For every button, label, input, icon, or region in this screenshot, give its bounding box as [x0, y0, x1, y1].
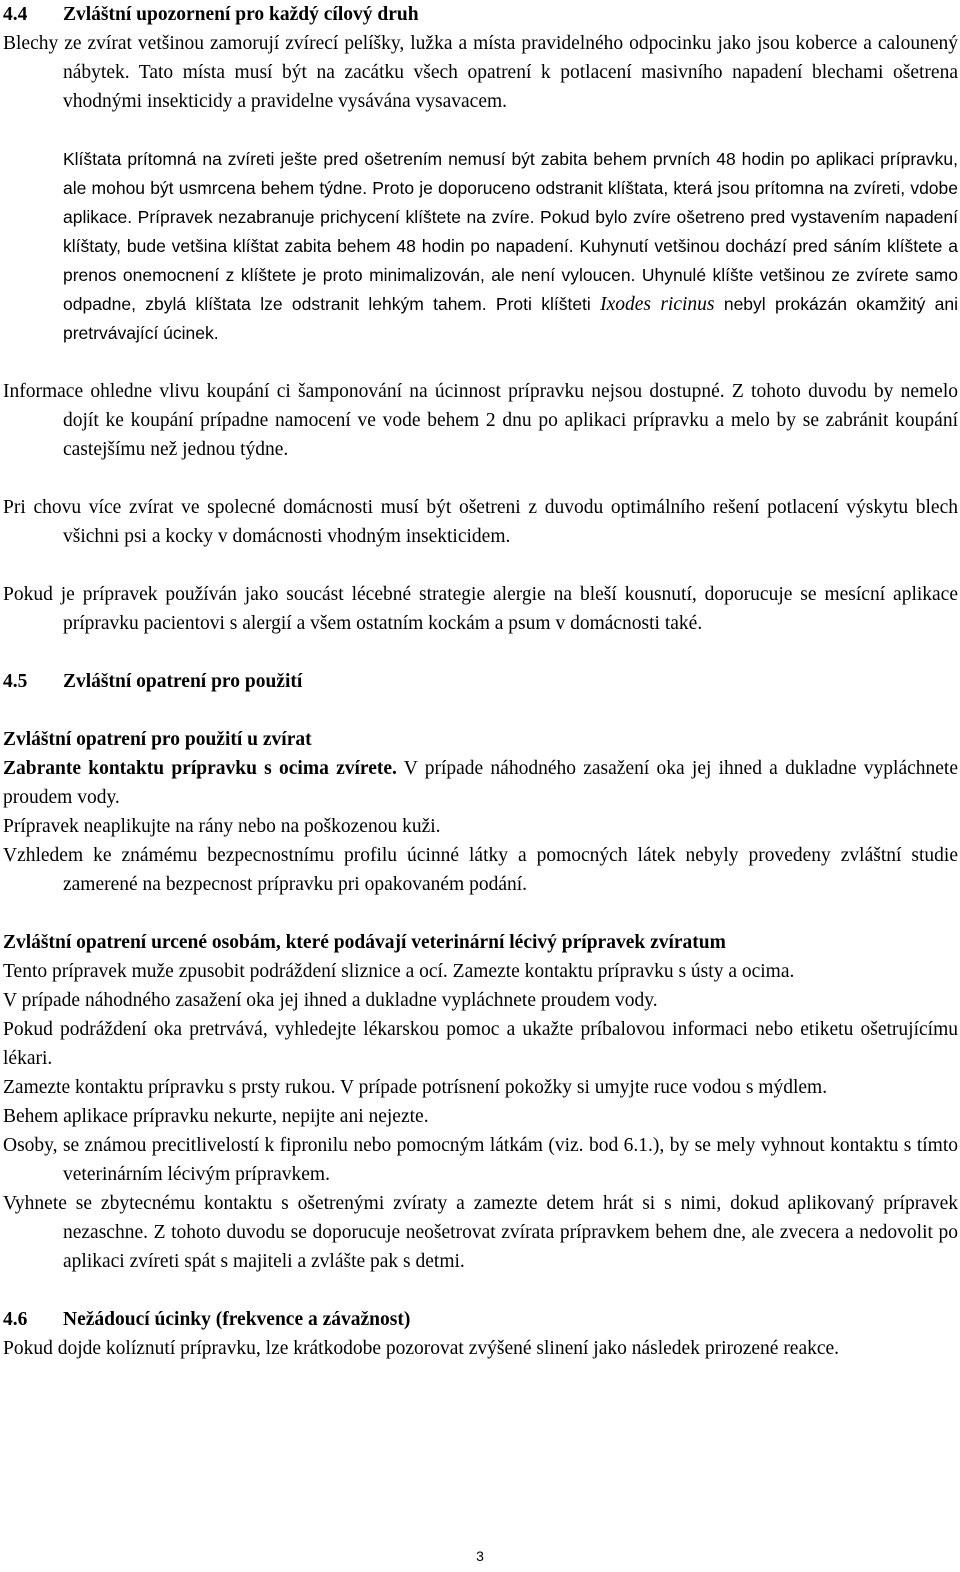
- section-number: 4.4: [3, 4, 28, 25]
- species-name: Ixodes ricinus: [600, 294, 715, 315]
- paragraph-ticks: [3, 145, 958, 348]
- section-number: 4.5: [3, 671, 28, 692]
- paragraph-fleas: Blechy ze zvírat vetšinou zamorují zvírecí pelíšky, lužka a místa pravidelného odpocinku jako jsou koberce a calounený nábytek. Tato místa musí být na zacátku všech opatrení k potlacení masivního napadení blechami ošetrena vhodnými insekticidy a pravidelne vysávána vysavacem.: [3, 33, 958, 112]
- paragraph-children: Vyhnete se zbytecnému kontaktu s ošetrenými zvíraty a zamezte detem hrát si s nimi, dokud aplikovaný prípravek nezaschne. Z tohoto duvodu se doporucuje neošetrovat zvírata prípravkem behem dne, ale zvecera a nedovolit po aplikaci zvíreti spát s majiteli a zvlášte pak s detmi.: [3, 1193, 958, 1272]
- paragraph-eye-rinse: V prípade náhodného zasažení oka jej ihned a dukladne vypláchnete proudem vody.: [3, 990, 658, 1011]
- paragraph-safety-profile: Vzhledem ke známému bezpecnostnímu profilu úcinné látky a pomocných látek nebyly provedeny zvláštní studie zamerené na bezpecnost prípravku pri opakovaném podání.: [3, 845, 958, 895]
- ticks-text: Klíštata prítomná na zvíreti ješte pred ošetrením nemusí být zabita behem prvních 48 hodin po aplikaci prípravku, ale mohou být usmrcena behem týdne. Proto je doporuceno odstranit klíštata, která jsou prítomna na zvíreti, vdobe aplikace. Prípravek nezabranuje prichycení klíštete na zvíre. Pokud bylo zvíre ošetreno pred vystavením napadení klíštaty, bude vetšina klíštat zabita behem 48 hodin po napadení. Kuhynutí vetšinou dochází pred sáním klíštete a prenos onemocnení z klíštete je proto minimalizován, ale není vyloucen. Uhynulé klíšte vetšinou ze zvírete samo odpadne, zbylá klíštata lze odstranit lehkým tahem. Proti klíšteti: [63, 149, 958, 314]
- paragraph-no-eating: Behem aplikace prípravku nekurte, nepijte ani nejezte.: [3, 1106, 429, 1127]
- paragraph-multi-animal: Pri chovu více zvírat ve spolecné domácnosti musí být ošetreni z duvodu optimálního rešení potlacení výskytu blech všichni psi a kocky v domácnosti vhodným insekticidem.: [3, 497, 958, 547]
- paragraph-allergy: Pokud je prípravek používán jako soucást lécebné strategie alergie na bleší kousnutí, doporucuje se mesícní aplikace prípravku pacientovi s alergií a všem ostatním kockám a psum v domácnosti také.: [3, 584, 958, 634]
- subheading-persons: Zvláštní opatrení urcené osobám, které podávají veterinární lécivý prípravek zvíratum: [3, 932, 726, 953]
- section-number: 4.6: [3, 1309, 28, 1330]
- section-title: Zvláštní upozornení pro každý cílový druh: [63, 4, 419, 25]
- section-heading-4-5: [3, 667, 958, 696]
- page-number: 3: [476, 1548, 484, 1564]
- section-heading-4-4: [3, 0, 958, 29]
- paragraph-irritation: Tento prípravek muže zpusobit podráždení sliznice a ocí. Zamezte kontaktu prípravku s ústy a ocima.: [3, 961, 795, 982]
- subheading-animals: Zvláštní opatrení pro použití u zvírat: [3, 729, 312, 750]
- ticks-text-end: nebyl prokázán okamžitý ani pretrvávající úcinek.: [63, 294, 958, 343]
- eye-contact-text: V prípade náhodného zasažení oka jej ihned a dukladne vypláchnete proudem vody.: [3, 758, 958, 808]
- document-page: [3, 0, 958, 1363]
- paragraph-bathing: Informace ohledne vlivu koupání ci šamponování na úcinnost prípravku nejsou dostupné. Z tohoto duvodu by nemelo dojít ke koupání prípadne namocení ve vode behem 2 dnu po aplikaci prípravku a melo by se zabránit koupání castejšímu než jednou týdne.: [3, 381, 958, 460]
- eye-contact-bold: Zabrante kontaktu prípravku s ocima zvírete.: [3, 758, 397, 779]
- paragraph-skin: Zamezte kontaktu prípravku s prsty rukou. V prípade potrísnení pokožky si umyjte ruce vodou s mýdlem.: [3, 1077, 828, 1098]
- section-heading-4-6: [3, 1305, 958, 1334]
- section-title: Nežádoucí úcinky (frekvence a závažnost): [63, 1309, 411, 1330]
- paragraph-hypersensitivity: Osoby, se známou precitlivelostí k fipronilu nebo pomocným látkám (viz. bod 6.1.), by se mely vyhnout kontaktu s tímto veterinárním lécivým prípravkem.: [3, 1135, 958, 1185]
- paragraph-doctor: Pokud podráždení oka pretrvává, vyhledejte lékarskou pomoc a ukažte príbalovou informaci nebo etiketu ošetrujícímu lékari.: [3, 1019, 958, 1069]
- paragraph-wounds: Prípravek neaplikujte na rány nebo na poškozenou kuži.: [3, 816, 441, 837]
- paragraph-adverse: Pokud dojde kolíznutí prípravku, lze krátkodobe pozorovat zvýšené slinení jako následek prirozené reakce.: [3, 1338, 840, 1359]
- paragraph-eye-contact: [3, 754, 958, 812]
- section-title: Zvláštní opatrení pro použití: [63, 671, 303, 692]
